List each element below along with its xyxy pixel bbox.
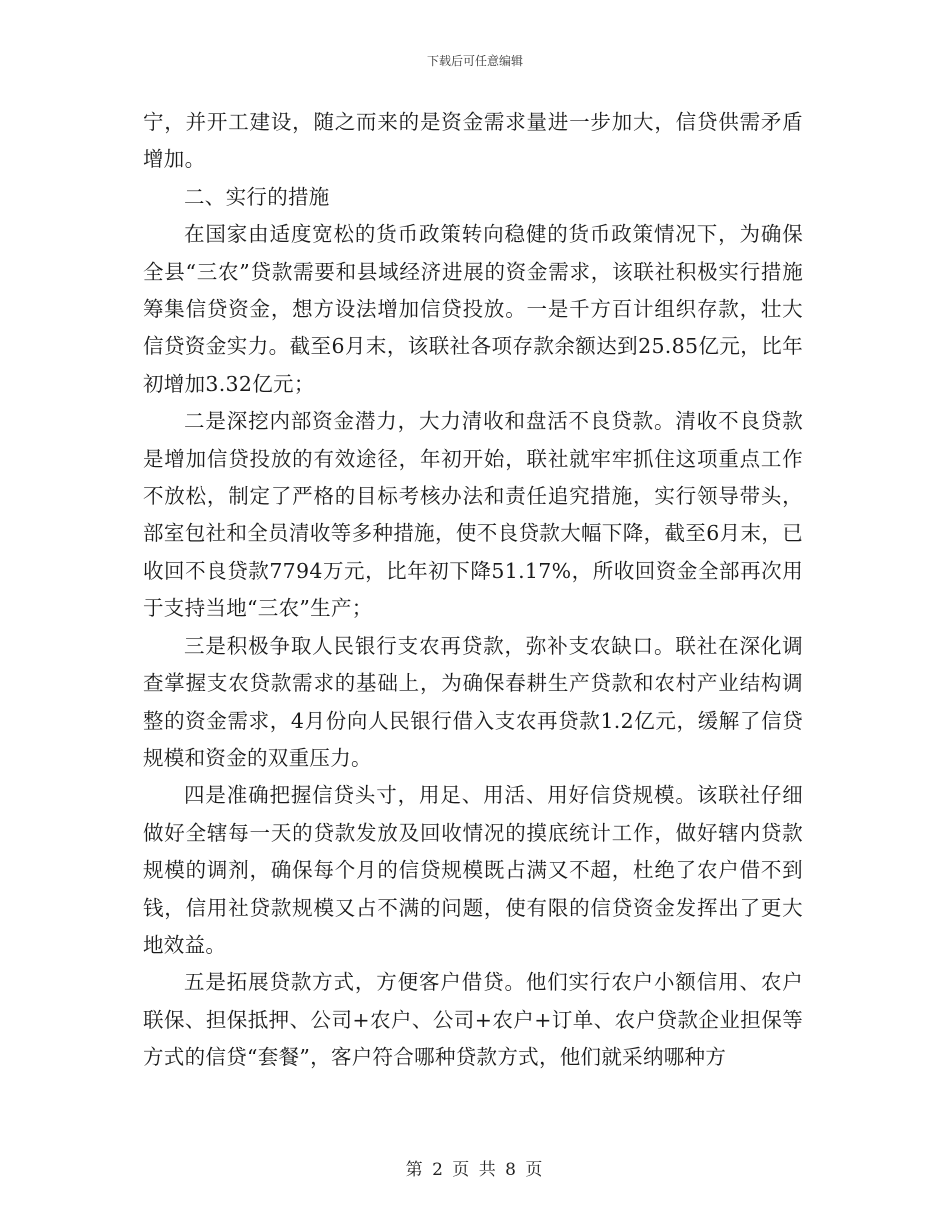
document-body (143, 104, 803, 1077)
paragraph-measure-3: 三是积极争取人民银行支农再贷款，弥补支农缺口。联社在深化调查掌握支农贷款需求的基础上，为确保春耕生产贷款和农村产业结构调整的资金需求，4月份向人民银行借入支农再贷款1.2亿元，缓解了信贷规模和资金的双重压力。 (143, 633, 803, 770)
page-header-note: 下载后可任意编辑 (426, 54, 523, 68)
section-heading: 二、实行的措施 (184, 184, 330, 209)
paragraph-measure-intro: 在国家由适度宽松的货币政策转向稳健的货币政策情况下，为确保全县“三农”贷款需要和县域经济进展的资金需求，该联社积极实行措施筹集信贷资金，想方设法增加信贷投放。一是千方百计组织存款，壮大信贷资金实力。截至6月末，该联社各项存款余额达到25.85亿元，比年初增加3.32亿元； (143, 222, 803, 396)
paragraph-measure-2: 二是深挖内部资金潜力，大力清收和盘活不良贷款。清收不良贷款是增加信贷投放的有效途径，年初开始，联社就牢牢抓住这项重点工作不放松，制定了严格的目标考核办法和责任追究措施，实行领导带头，部室包社和全员清收等多种措施，使不良贷款大幅下降，截至6月末，已收回不良贷款7794万元，比年初下降51.17%，所收回资金全部再次用于支持当地“三农”生产； (143, 409, 803, 621)
paragraph-measure-5: 五是拓展贷款方式，方便客户借贷。他们实行农户小额信用、农户联保、担保抵押、公司+农户、公司+农户+订单、农户贷款企业担保等方式的信贷“套餐”，客户符合哪种贷款方式，他们就采纳哪种方 (143, 970, 803, 1070)
paragraph-measure-4: 四是准确把握信贷头寸，用足、用活、用好信贷规模。该联社仔细做好全辖每一天的贷款发放及回收情况的摸底统计工作，做好辖内贷款规模的调剂，确保每个月的信贷规模既占满又不超，杜绝了农户借不到钱，信用社贷款规模又占不满的问题，使有限的信贷资金发挥出了更大地效益。 (143, 783, 803, 957)
paragraph-continuation: 宁，并开工建设，随之而来的是资金需求量进一步加大，信贷供需矛盾增加。 (143, 110, 803, 172)
page-number: 第 2 页 共 8 页 (405, 1160, 545, 1180)
